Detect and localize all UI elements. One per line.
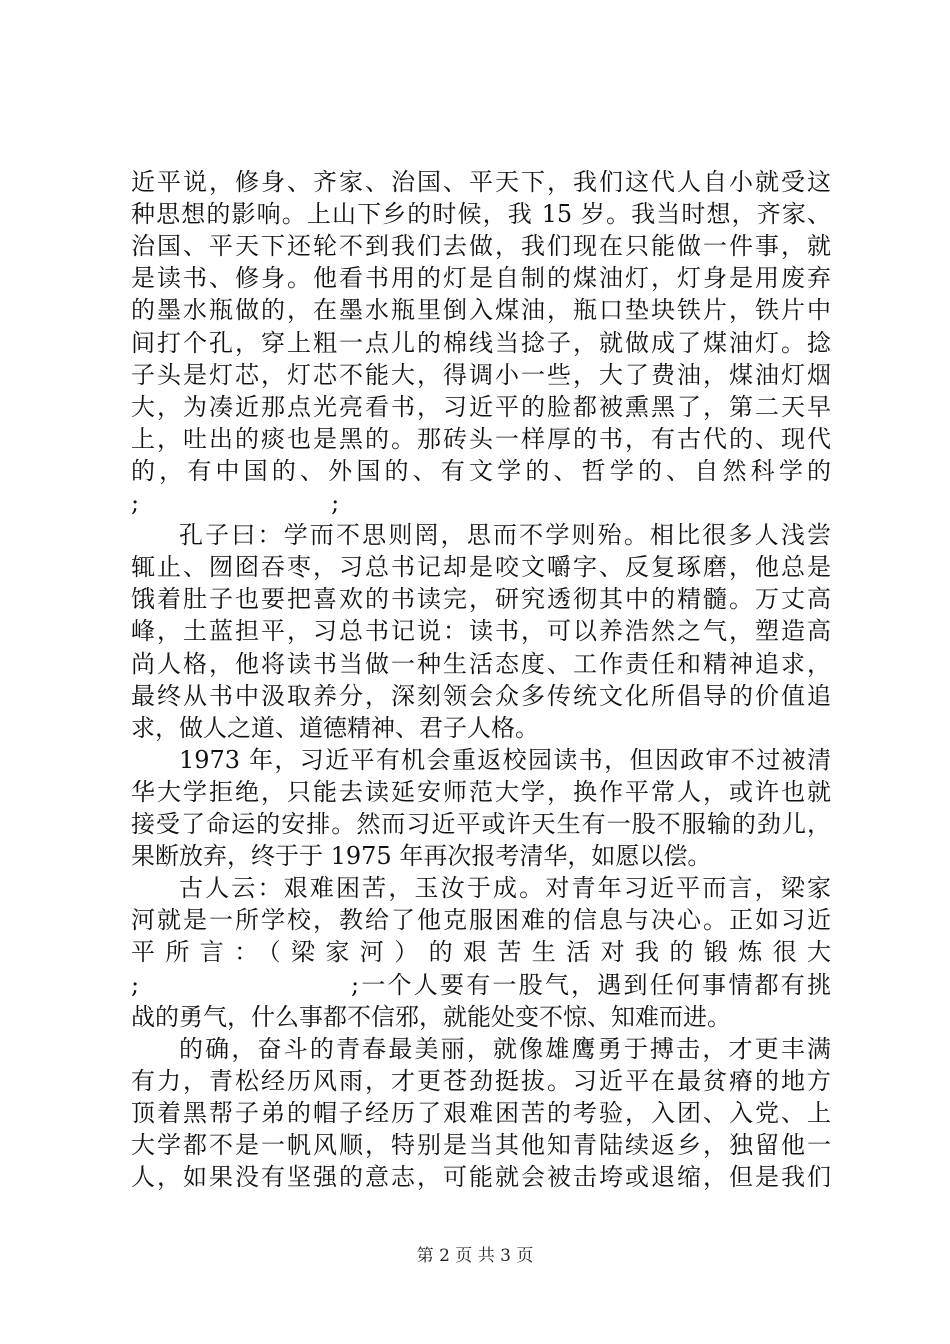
text-line: 种思想的影响。上山下乡的时候，我 15 岁。我当时想，齐家、 xyxy=(131,200,831,229)
text-line: ; ; xyxy=(131,489,340,517)
text-line: 辄止、囫囵吞枣，习总书记却是咬文嚼字、反复琢磨，他总是 xyxy=(131,553,831,582)
text-line: 最终从书中汲取养分，深刻领会众多传统文化所倡导的价值追 xyxy=(131,681,831,710)
text-line: 的，有中国的、外国的、有文学的、哲学的、自然科学的 xyxy=(131,456,831,485)
text-line: 峰，土蓝担平，习总书记说：读书，可以养浩然之气，塑造高 xyxy=(131,617,831,646)
text-line: 有力，青松经历风雨，才更苍劲挺拔。习近平在最贫瘠的地方 xyxy=(131,1066,831,1095)
text-line: 平所言：（梁家河）的艰苦生活对我的锻炼很大 xyxy=(131,938,831,967)
text-line: 战的勇气，什么事都不信邪，就能处变不惊、知难而进。 xyxy=(131,1002,731,1031)
text-line: 顶着黑帮子弟的帽子经历了艰难困苦的考验，入团、入党、上 xyxy=(131,1098,831,1127)
text-line: 果断放弃，终于于 1975 年再次报考清华，如愿以偿。 xyxy=(131,842,712,871)
text-line: 上，吐出的痰也是黑的。那砖头一样厚的书，有古代的、现代 xyxy=(131,424,831,453)
text-line: 是读书、修身。他看书用的灯是自制的煤油灯，灯身是用废弃 xyxy=(131,264,831,293)
text-line: 治国、平天下还轮不到我们去做，我们现在只能做一件事，就 xyxy=(131,232,831,261)
text-line: 人，如果没有坚强的意志，可能就会被击垮或退缩，但是我们 xyxy=(131,1163,831,1192)
text-line: ; ;一个人要有一股气，遇到任何事情都有挑 xyxy=(131,970,831,999)
text-line: 的墨水瓶做的，在墨水瓶里倒入煤油，瓶口垫块铁片，铁片中 xyxy=(131,296,831,325)
paragraph-first-line: 古人云：艰难困苦，玉汝于成。对青年习近平而言，梁家 xyxy=(179,874,831,903)
text-line: 河就是一所学校，教给了他克服困难的信息与决心。正如习近 xyxy=(131,906,831,935)
text-line: 子头是灯芯，灯芯不能大，得调小一些，大了费油，煤油灯烟 xyxy=(131,360,831,389)
text-line: 近平说，修身、齐家、治国、平天下，我们这代人自小就受这 xyxy=(131,168,831,196)
page-footer: 第 2 页 共 3 页 xyxy=(416,1246,534,1266)
text-line: 华大学拒绝，只能去读延安师范大学，换作平常人，或许也就 xyxy=(131,777,831,806)
paragraph-first-line: 的确，奋斗的青春最美丽，就像雄鹰勇于搏击，才更丰满 xyxy=(179,1034,831,1063)
text-line: 求，做人之道、道德精神、君子人格。 xyxy=(131,713,539,742)
text-line: 尚人格，他将读书当做一种生活态度、工作责任和精神追求， xyxy=(131,649,831,678)
paragraph-first-line: 孔子曰：学而不思则罔，思而不学则殆。相比很多人浅尝 xyxy=(179,521,831,550)
text-line: 大学都不是一帆风顺，特别是当其他知青陆续返乡，独留他一 xyxy=(131,1131,831,1159)
text-line: 接受了命运的安排。然而习近平或许天生有一股不服输的劲儿， xyxy=(131,810,831,838)
paragraph-first-line: 1973 年，习近平有机会重返校园读书，但因政审不过被清 xyxy=(179,745,831,774)
text-line: 间打个孔，穿上粗一点儿的棉线当捻子，就做成了煤油灯。捻 xyxy=(131,328,831,357)
text-line: 饿着肚子也要把喜欢的书读完，研究透彻其中的精髓。万丈高 xyxy=(131,585,831,614)
text-line: 大，为凑近那点光亮看书，习近平的脸都被熏黑了，第二天早 xyxy=(131,392,831,421)
